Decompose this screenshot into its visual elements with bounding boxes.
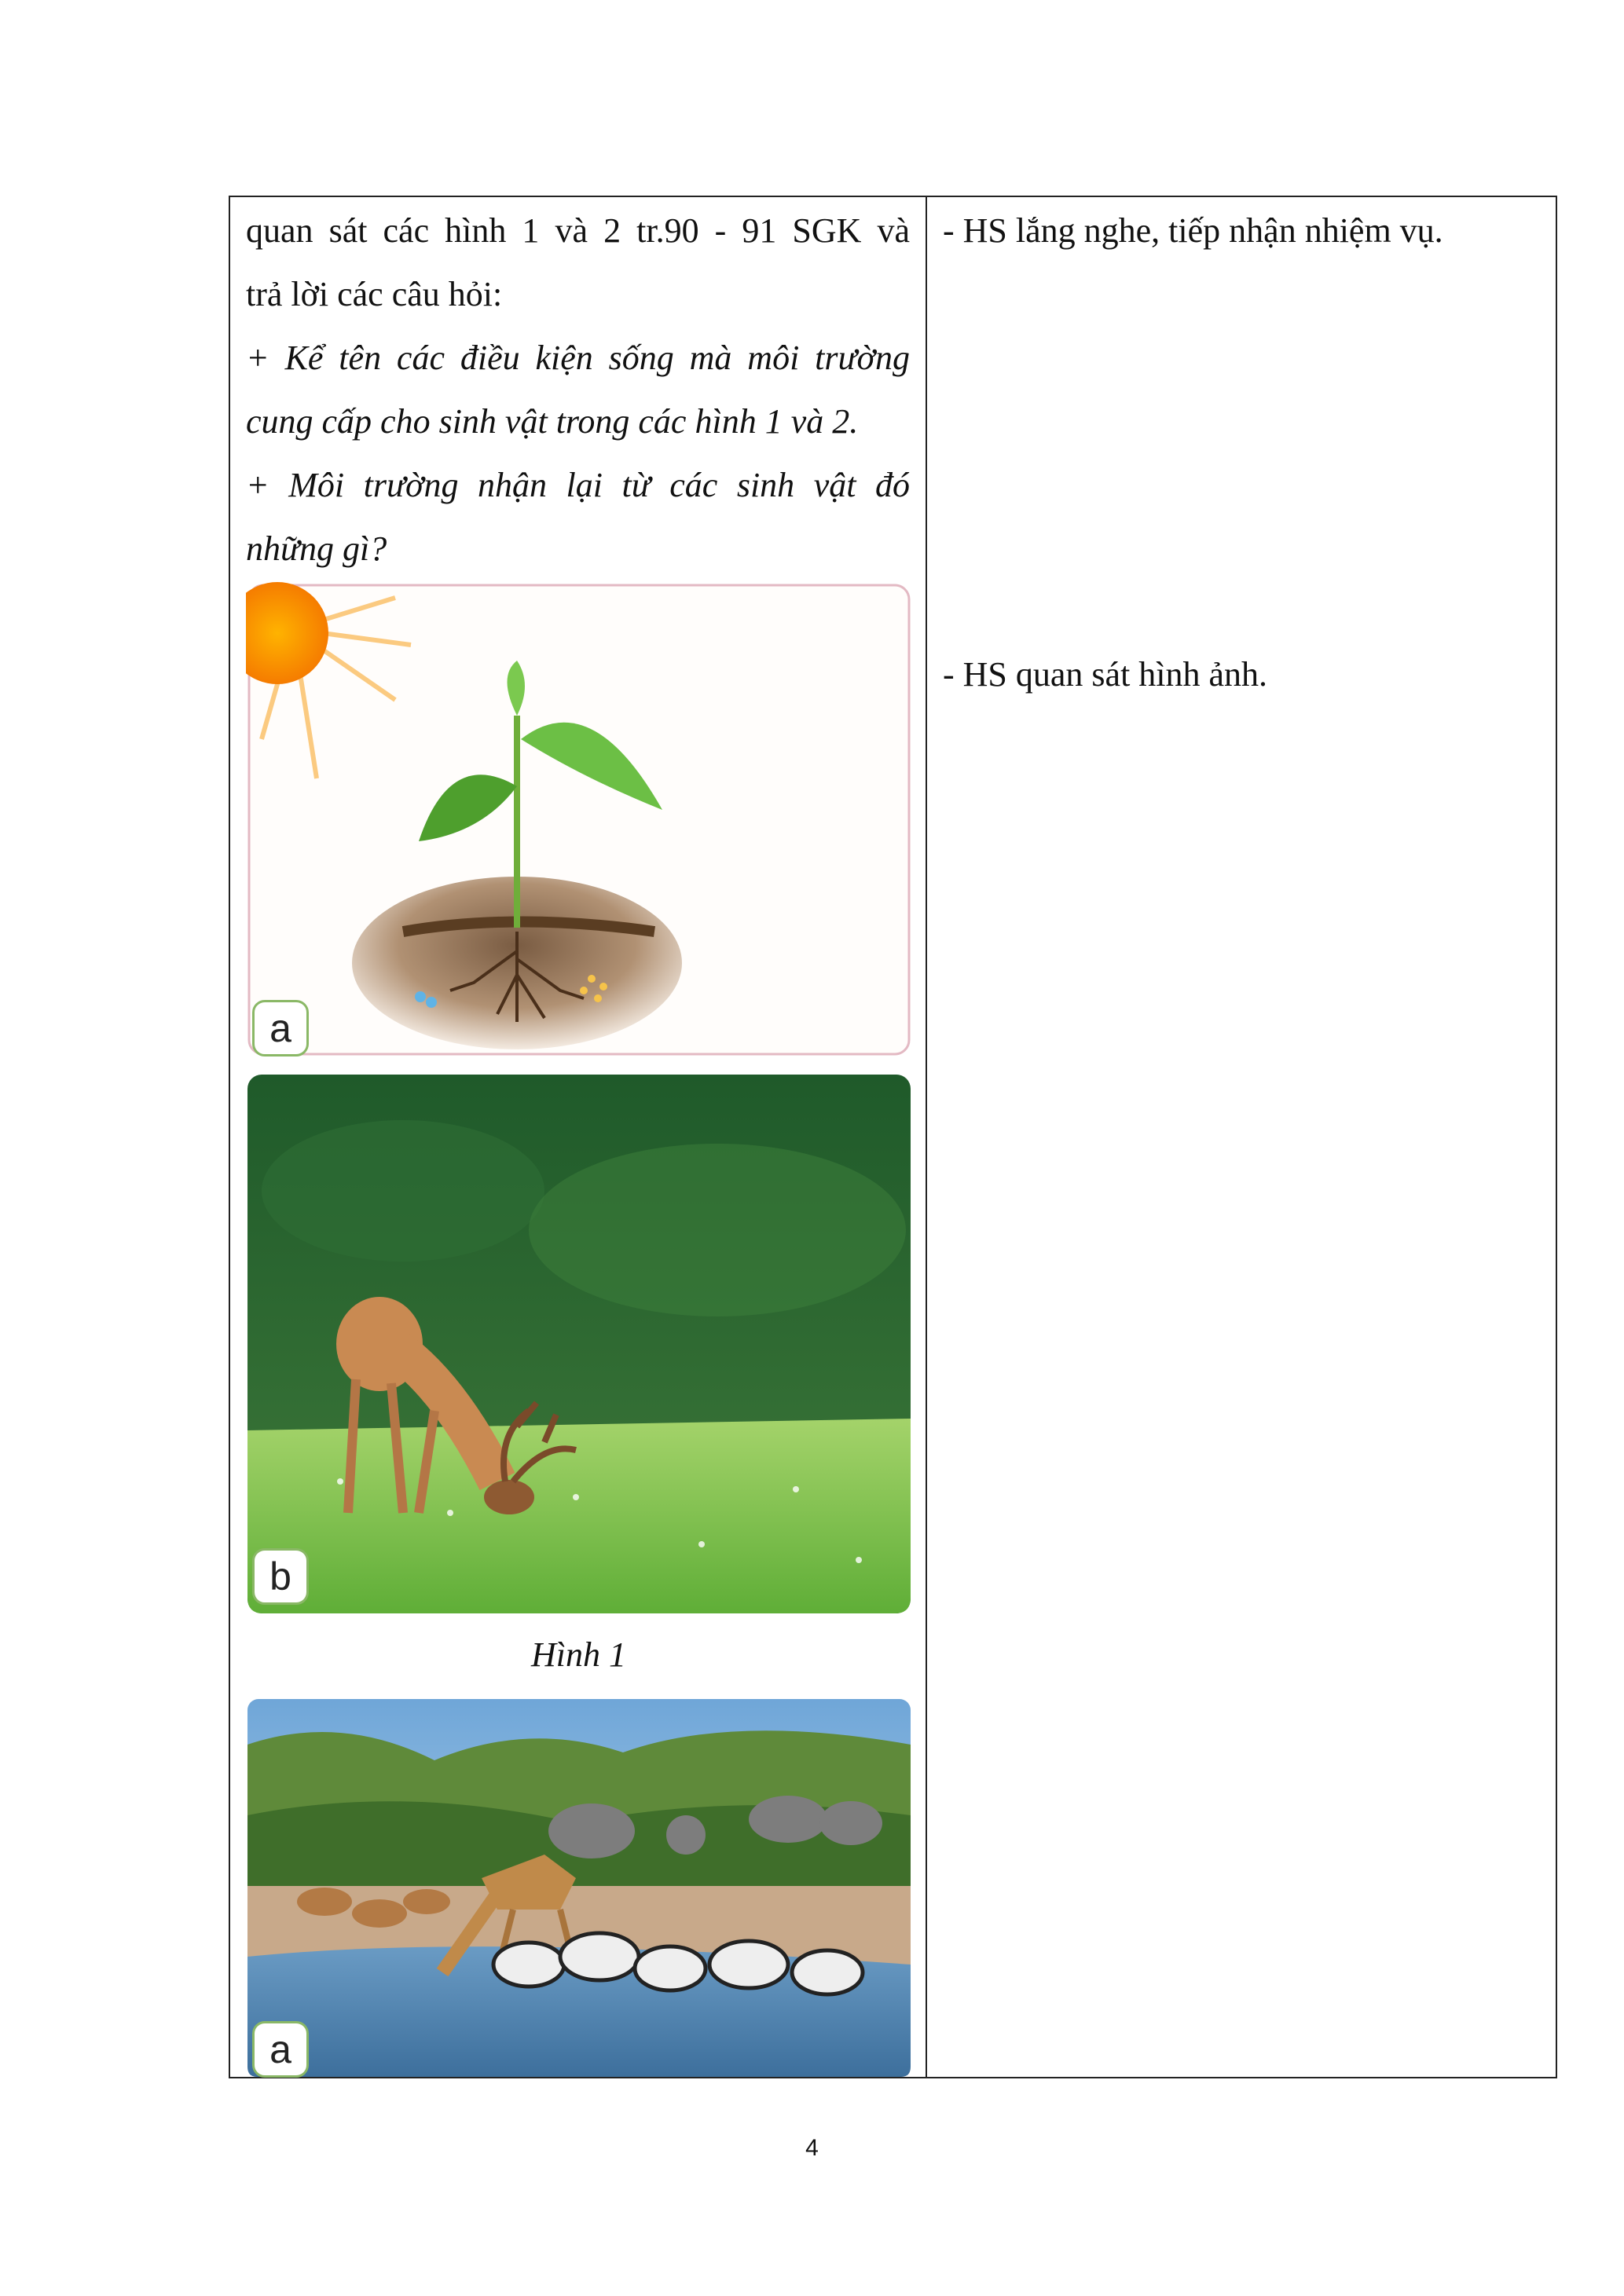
figure-1a-label: a: [252, 1000, 309, 1056]
figure-1b-label: b: [252, 1548, 309, 1605]
figure-2a-label: a: [252, 2021, 309, 2078]
student-task-1: - HS lắng nghe, tiếp nhận nhiệm vụ.: [943, 211, 1443, 250]
question-2-line-2: những gì?: [246, 529, 387, 568]
student-task-2: - HS quan sát hình ảnh.: [943, 655, 1268, 694]
figure-1a-plant-image: [246, 582, 912, 1057]
instruction-line-1: quan sát các hình 1 và 2 tr.90 - 91 SGK và: [246, 211, 910, 250]
student-activity-cell: [927, 197, 1556, 2077]
question-1-line-2: cung cấp cho sinh vật trong các hình 1 và 2.: [246, 402, 859, 441]
figure-1b-deer-image: [246, 1073, 912, 1615]
figure-1-caption: Hình 1: [531, 1635, 626, 1674]
instruction-line-2: trả lời các câu hỏi:: [246, 275, 503, 313]
question-2-line-1: + Môi trường nhận lại từ các sinh vật đó: [246, 466, 910, 504]
figure-2a-savanna-image: [246, 1697, 912, 2078]
page-number: 4: [805, 2135, 819, 2161]
teacher-activity-cell: [230, 197, 927, 2077]
question-1-line-1: + Kể tên các điều kiện sống mà môi trường: [246, 339, 910, 377]
lesson-table: [229, 196, 1557, 2078]
